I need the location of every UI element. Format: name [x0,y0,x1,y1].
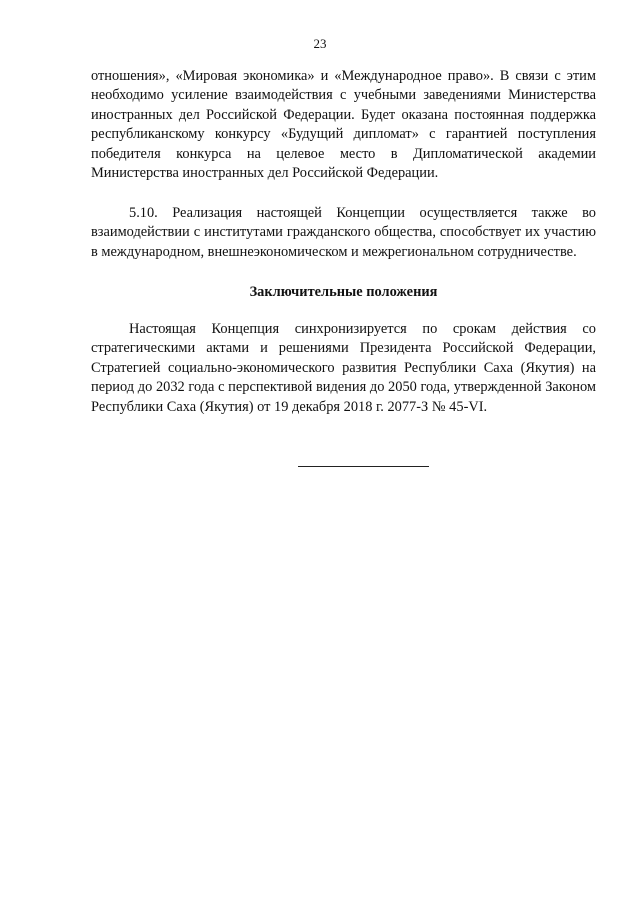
section-heading: Заключительные положения [249,284,438,300]
page-number: 23 [313,36,327,51]
final-provisions-paragraph: Настоящая Концепция синхронизируется по срокам действия со стратегическими актами и решениями Президента Российской Федерации, Стратегией социально-экономического развития Республики Саха (Якутия) на период до 2032 года с перспективой видения до 2050 года, утвержденной Законом Республики Саха (Якутия) от 19 декабря 2018 г. 2077-З № 45-VI. [91,321,596,415]
paragraph-5-10: 5.10. Реализация настоящей Концепции осуществляется также во взаимодействии с институтами гражданского общества, способствует их участию в международном, внешнеэкономическом и межрегиональном сотрудничестве. [91,205,596,260]
paragraph-continuation: отношения», «Мировая экономика» и «Международное право». В связи с этим необходимо усиление взаимодействия с учебными заведениями Министерства иностранных дел Российской Федерации. Будет оказана постоянная поддержка республиканскому конкурсу «Будущий дипломат» с гарантией поступления победителя конкурса на целевое место в Дипломатической академии Министерства иностранных дел Российской Федерации. [91,68,596,182]
end-divider [298,466,429,467]
